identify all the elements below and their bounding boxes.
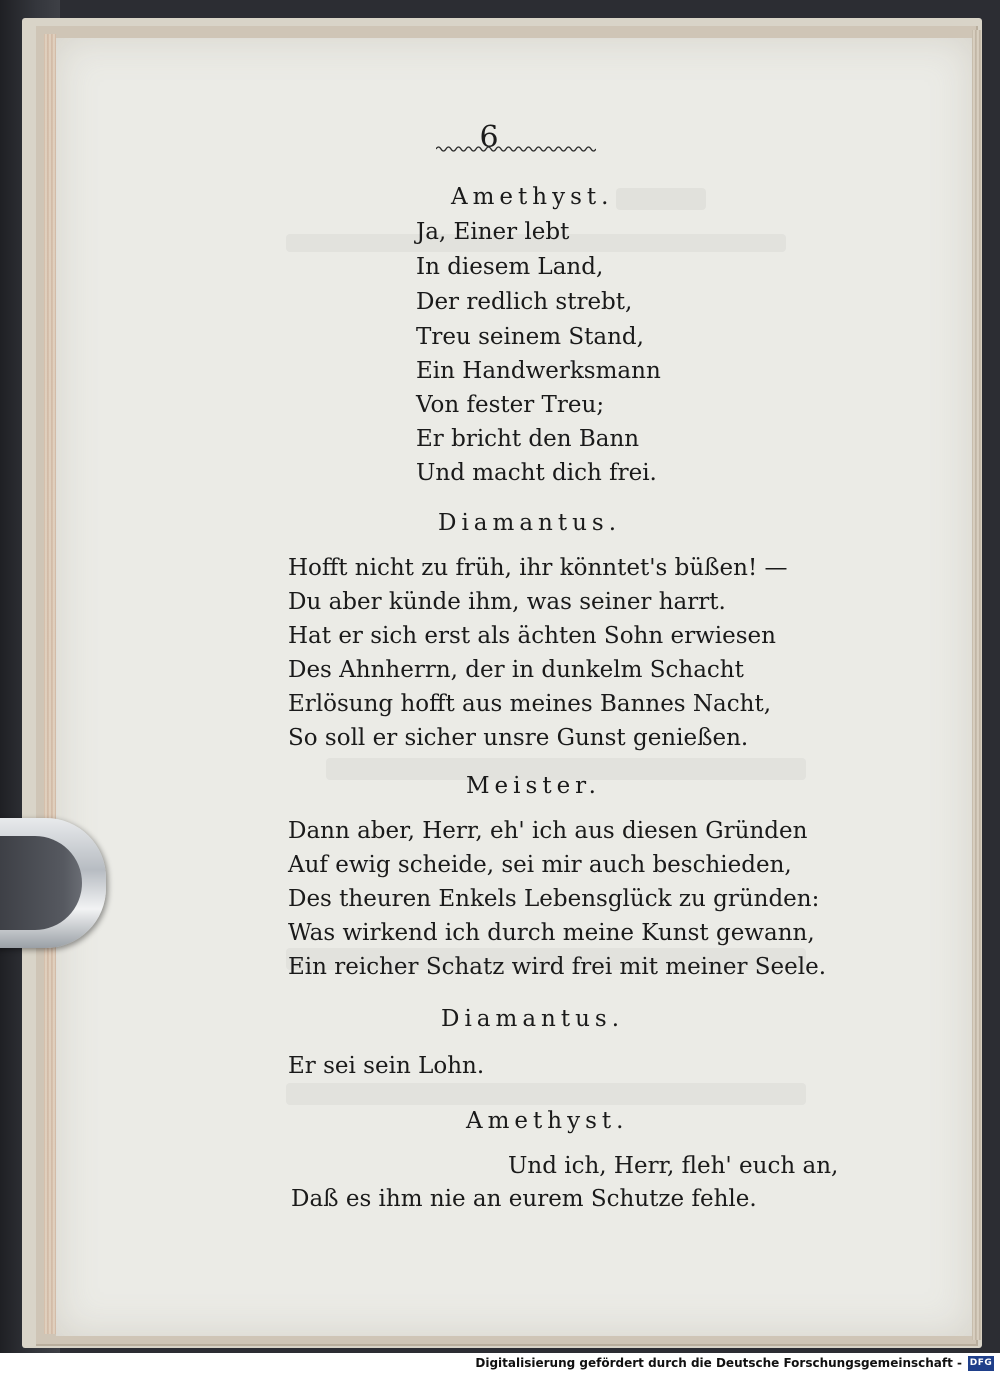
verse-line: Der redlich strebt, [416,289,633,315]
page-edges-right [972,30,982,1340]
page-number: 6 [479,120,499,155]
verse-line: Ein reicher Schatz wird frei mit meiner Seele. [288,954,827,980]
verse-line: Hat er sich erst als ächten Sohn erwiesen [288,623,776,649]
digitization-footer [0,1353,1000,1375]
verse-line: Von fester Treu; [416,392,605,418]
speaker-label: Amethyst. [451,184,614,210]
verse-line: In diesem Land, [416,254,604,280]
verse-line: Des Ahnherrn, der in dunkelm Schacht [288,657,744,683]
verse-line: Treu seinem Stand, [416,324,644,350]
speaker-label: Meister. [466,773,601,799]
verse-line: Er sei sein Lohn. [288,1053,485,1079]
verse-line: Erlösung hofft aus meines Bannes Nacht, [288,691,772,717]
verse-line: Ein Handwerksmann [416,358,661,384]
page-edges-left [44,34,56,1334]
verse-line: Und ich, Herr, fleh' euch an, [508,1153,839,1179]
speaker-label: Amethyst. [466,1108,629,1134]
verse-line: Auf ewig scheide, sei mir auch beschieden, [288,852,792,878]
verse-line: So soll er sicher unsre Gunst genießen. [288,725,749,751]
speaker-label: Diamantus. [438,510,622,536]
dfg-logo: DFG [968,1356,994,1371]
speaker-label: Diamantus. [441,1006,625,1032]
verse-line: Und macht dich frei. [416,460,657,486]
verse-line: Daß es ihm nie an eurem Schutze fehle. [291,1186,757,1212]
ornamental-wavy-rule [436,142,596,156]
verse-line: Dann aber, Herr, eh' ich aus diesen Gründen [288,818,808,844]
verse-line: Was wirkend ich durch meine Kunst gewann, [288,920,815,946]
verse-line: Ja, Einer lebt [416,219,570,245]
verse-line: Des theuren Enkels Lebensglück zu gründen: [288,886,820,912]
verse-line: Hofft nicht zu früh, ihr könntet's büßen! — [288,555,788,581]
book-page [56,38,972,1336]
verse-line: Er bricht den Bann [416,426,640,452]
funding-credit: Digitalisierung gefördert durch die Deutsche Forschungsgemeinschaft - [475,1356,962,1370]
page-clip-opening [0,836,82,930]
page-clip [0,818,106,948]
verse-line: Du aber künde ihm, was seiner harrt. [288,589,726,615]
